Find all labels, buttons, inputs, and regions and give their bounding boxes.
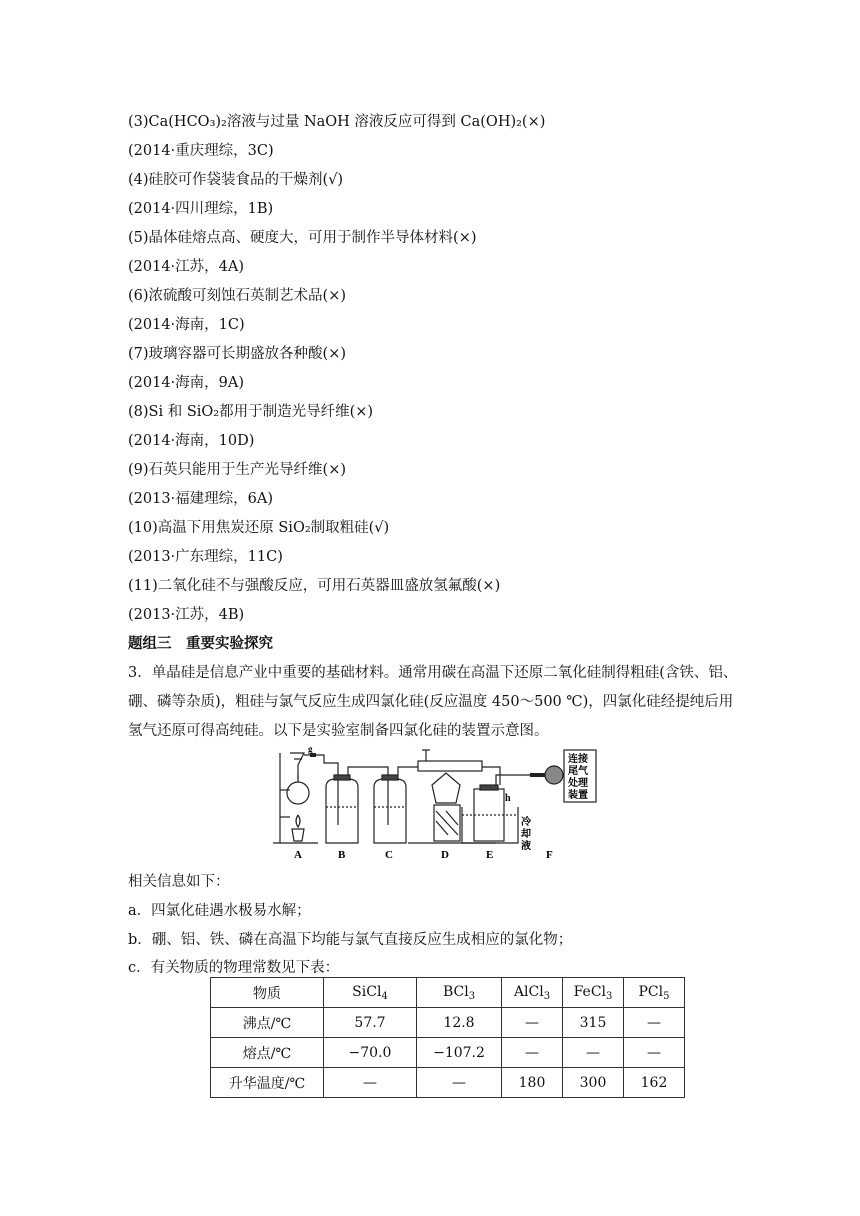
- item-11-source: (2013·江苏，4B): [128, 607, 245, 623]
- table-cell: —: [624, 1038, 685, 1068]
- item-10-source: (2013·广东理综，11C): [128, 549, 283, 565]
- table-cell: 57.7: [324, 1008, 417, 1038]
- info-intro: 相关信息如下：: [128, 874, 230, 890]
- header-col: BCl$_3$: [417, 978, 502, 1008]
- table-cell: —: [624, 1008, 685, 1038]
- coolant-2: 却: [521, 829, 531, 840]
- section-title: 题组三 重要实验探究: [128, 635, 273, 652]
- header-col: PCl$_5$: [624, 978, 685, 1008]
- tail-box-line-2: 尾气: [568, 766, 588, 777]
- row-label: 熔点/℃: [211, 1038, 324, 1068]
- item-4-source: (2014·四川理综，1B): [128, 201, 274, 217]
- item-8: (8)Si 和 SiO₂都用于制造光导纤维(×): [128, 404, 374, 420]
- table-cell: 315: [563, 1008, 624, 1038]
- tail-box-line-4: 装置: [568, 790, 588, 801]
- row-label: 升华温度/℃: [211, 1068, 324, 1098]
- header-col: SiCl$_4$: [324, 978, 417, 1008]
- item-5-source: (2014·江苏，4A): [128, 259, 245, 275]
- item-9-source: (2013·福建理综，6A): [128, 491, 274, 507]
- table-cell: −70.0: [324, 1038, 417, 1068]
- item-7-source: (2014·海南，9A): [128, 375, 245, 391]
- apparatus-diagram: [268, 745, 598, 863]
- header-col: FeCl$_3$: [563, 978, 624, 1008]
- header-col: AlCl$_3$: [502, 978, 563, 1008]
- table-cell: 180: [502, 1068, 563, 1098]
- item-11: (11)二氧化硅不与强酸反应，可用石英器皿盛放氢氟酸(×): [128, 578, 501, 594]
- item-6-source: (2014·海南，1C): [128, 317, 245, 333]
- header-substance: 物质: [211, 978, 324, 1008]
- label-g: g: [308, 745, 313, 754]
- label-F: F: [546, 849, 553, 861]
- table-cell: —: [502, 1038, 563, 1068]
- item-8-source: (2014·海南，10D): [128, 433, 255, 449]
- item-3-source: (2014·重庆理综，3C): [128, 143, 274, 159]
- tail-box-line-1: 连接: [568, 754, 588, 765]
- item-7: (7)玻璃容器可长期盛放各种酸(×): [128, 346, 347, 362]
- coolant-1: 冷: [521, 817, 531, 828]
- item-9: (9)石英只能用于生产光导纤维(×): [128, 462, 347, 478]
- table-cell: —: [563, 1038, 624, 1068]
- table-row: [211, 1008, 685, 1038]
- label-h: h: [505, 793, 511, 804]
- item-6: (6)浓硫酸可刻蚀石英制艺术品(×): [128, 288, 347, 304]
- table-cell: —: [324, 1068, 417, 1098]
- table-header-row: [211, 978, 685, 1008]
- item-3: (3)Ca(HCO₃)₂溶液与过量 NaOH 溶液反应可得到 Ca(OH)₂(×): [128, 114, 546, 130]
- table-cell: 162: [624, 1068, 685, 1098]
- table-cell: 12.8: [417, 1008, 502, 1038]
- label-B: B: [338, 849, 346, 861]
- item-10: (10)高温下用焦炭还原 SiO₂制取粗硅(√): [128, 520, 390, 536]
- info-a: a．四氯化硅遇水极易水解；: [128, 903, 311, 919]
- label-E: E: [486, 849, 494, 861]
- row-label: 沸点/℃: [211, 1008, 324, 1038]
- label-D: D: [441, 849, 449, 861]
- label-C: C: [385, 849, 393, 861]
- tail-box-line-3: 处理: [568, 778, 588, 789]
- table-cell: —: [502, 1008, 563, 1038]
- properties-table: [210, 977, 685, 1098]
- question-3: 3．单晶硅是信息产业中重要的基础材料。通常用碳在高温下还原二氧化硅制得粗硅(含铁、铝、硼、磷等杂质)，粗硅与氯气反应生成四氯化硅(反应温度 450～500 ℃)，四氯化硅经提纯后用氢气还原可得高纯硅。以下是实验室制备四氯化硅的装置示意图。: [128, 665, 738, 739]
- table-cell: 300: [563, 1068, 624, 1098]
- table-cell: —: [417, 1068, 502, 1098]
- info-b: b．硼、铝、铁、磷在高温下均能与氯气直接反应生成相应的氯化物；: [128, 932, 573, 948]
- table-row: [211, 1038, 685, 1068]
- coolant-3: 液: [521, 841, 531, 852]
- info-c: c．有关物质的物理常数见下表：: [128, 960, 340, 976]
- item-4: (4)硅胶可作袋装食品的干燥剂(√): [128, 172, 344, 188]
- table-row: [211, 1068, 685, 1098]
- table-cell: −107.2: [417, 1038, 502, 1068]
- item-5: (5)晶体硅熔点高、硬度大，可用于制作半导体材料(×): [128, 230, 477, 246]
- label-A: A: [294, 849, 302, 861]
